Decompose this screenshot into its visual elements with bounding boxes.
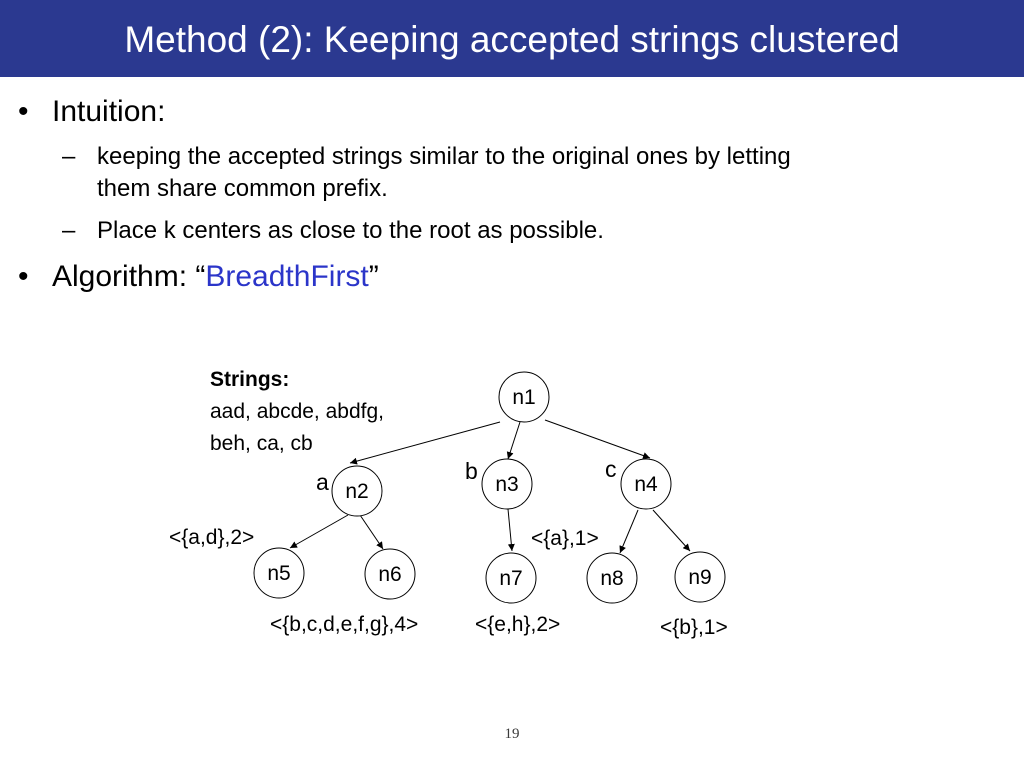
annotation-n7: <{e,h},2> <box>475 613 561 636</box>
annotation-n2: <{a,d},2> <box>169 526 255 549</box>
edge-label-b: b <box>465 458 478 484</box>
slide-title: Method (2): Keeping accepted strings clustered <box>124 19 900 60</box>
edge-label-a: a <box>316 469 329 495</box>
edge-n1-n3 <box>508 422 520 459</box>
dash-marker: – <box>62 217 76 244</box>
sub-bullet-prefix-line2: them share common prefix. <box>97 175 388 202</box>
bullet-intuition-label: Intuition: <box>52 95 166 128</box>
sub-bullet-prefix-line1: keeping the accepted strings similar to the original ones by letting <box>97 143 791 170</box>
edge-n1-n2 <box>350 422 500 463</box>
node-n7 <box>486 553 536 603</box>
annotation-n9: <{b},1> <box>660 616 728 639</box>
node-n4 <box>621 459 671 509</box>
bullet-dot: • <box>18 95 29 128</box>
strings-line-1: aad, abcde, abdfg, <box>210 400 384 423</box>
node-n8-label: n8 <box>600 567 624 590</box>
node-n9 <box>675 552 725 602</box>
edge-n2-n5 <box>290 515 348 548</box>
algorithm-suffix: ” <box>368 260 379 293</box>
node-n5 <box>254 548 304 598</box>
annotation-n6: <{b,c,d,e,f,g},4> <box>270 613 419 636</box>
edge-n1-n4 <box>545 420 650 458</box>
dash-marker: – <box>62 143 76 170</box>
edge-n4-n9 <box>653 510 690 551</box>
edge-n3-n7 <box>508 509 512 551</box>
node-n6 <box>365 549 415 599</box>
node-n3 <box>482 459 532 509</box>
strings-heading: Strings: <box>210 368 290 391</box>
algorithm-prefix: Algorithm: “ <box>52 260 206 293</box>
node-n1-label: n1 <box>512 386 536 409</box>
page-number: 19 <box>504 726 520 742</box>
node-n3-label: n3 <box>495 473 519 496</box>
sub-bullet-centers-text: Place k centers as close to the root as possible. <box>97 217 604 244</box>
node-n9-label: n9 <box>688 566 712 589</box>
node-n2 <box>332 466 382 516</box>
node-n6-label: n6 <box>378 563 402 586</box>
node-n2-label: n2 <box>345 480 369 503</box>
annotation-n4: <{a},1> <box>531 527 599 550</box>
node-n5-label: n5 <box>267 562 291 585</box>
strings-line-2: beh, ca, cb <box>210 432 313 455</box>
edge-label-c: c <box>605 456 617 482</box>
algorithm-name: BreadthFirst <box>205 260 369 293</box>
node-n8 <box>587 553 637 603</box>
edge-n4-n8 <box>620 510 638 553</box>
bullet-dot: • <box>18 260 29 293</box>
node-n4-label: n4 <box>634 473 658 496</box>
node-n7-label: n7 <box>499 567 523 590</box>
node-n1 <box>499 372 549 422</box>
edge-n2-n6 <box>360 515 383 549</box>
